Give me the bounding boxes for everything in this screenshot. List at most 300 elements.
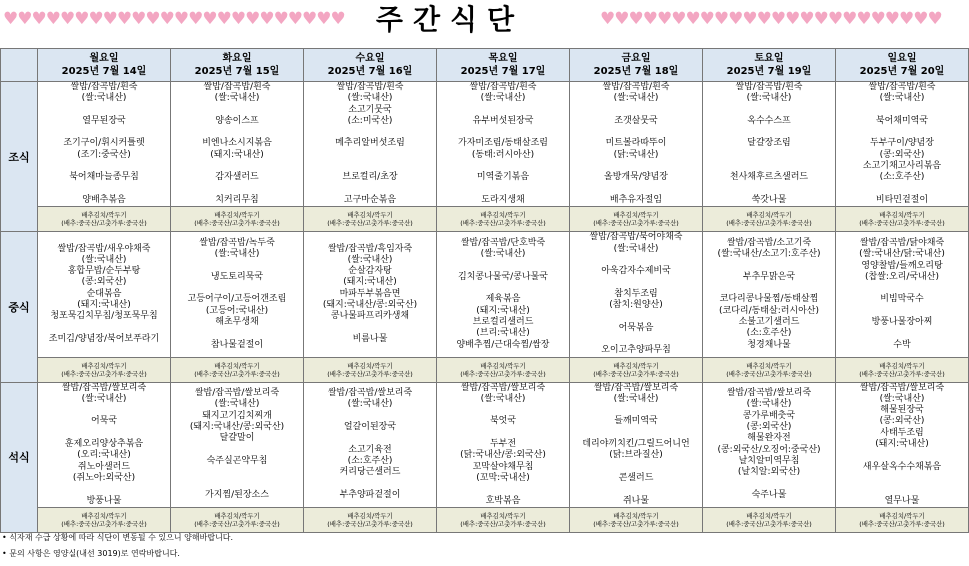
kimchi-text: (배추:중국산/고춧가루:중국산) <box>327 519 413 528</box>
menu-item: 수박 <box>893 339 911 350</box>
menu-item: 달걀말이 <box>219 433 255 444</box>
menu-item <box>570 334 702 345</box>
menu-item: (콩:외국산/오징어:중국산) <box>717 444 821 455</box>
meal-label: 중식 <box>1 232 38 382</box>
menu-item: 소고기육전 <box>348 444 392 455</box>
kimchi-text: (배추:중국산/고춧가루:중국산) <box>859 519 945 528</box>
kimchi-text: 배추김치/깍두기 <box>81 511 127 520</box>
menu-item: 도라지생채 <box>481 194 525 205</box>
menu-item <box>570 311 702 322</box>
menu-item: (쌀:국내산) <box>746 399 792 410</box>
kimchi-cell <box>304 207 437 232</box>
menu-item: 꼬막살야채무침 <box>472 461 534 472</box>
menu-item: 부추무맑은국 <box>742 271 796 282</box>
menu-item <box>304 433 436 444</box>
menu-item: (쌀:국내산) <box>214 93 260 104</box>
kimchi-cell <box>304 507 437 532</box>
menu-item: 양배추찜/근대숙찜/쌈장 <box>456 339 550 350</box>
menu-item <box>38 405 170 416</box>
menu-item <box>703 105 835 116</box>
menu-item <box>304 411 436 422</box>
menu-cell <box>304 232 437 357</box>
menu-item: 쌀밥/잡곡밥/쌀보리죽 <box>460 382 546 393</box>
kimchi-text: 배추김치/깍두기 <box>879 361 925 370</box>
kimchi-text: 배추김치/깍두기 <box>613 211 659 220</box>
menu-item: 브로컬리샐러드 <box>472 316 534 327</box>
kimchi-cell <box>703 207 836 232</box>
menu-item: 훈제오리양상추볶음 <box>64 439 144 450</box>
meal-label: 조식 <box>1 82 38 232</box>
menu-item: 제육볶음 <box>485 294 521 305</box>
menu-item: 쑥갓나물 <box>751 194 787 205</box>
kimchi-row <box>1 207 969 232</box>
menu-item: 쌀밥/잡곡밥/쌀보리죽 <box>859 382 945 393</box>
menu-item <box>38 484 170 495</box>
kimchi-text: (배추:중국산/고춧가루:중국산) <box>593 219 679 228</box>
kimchi-cell <box>38 507 171 532</box>
kimchi-text: (배추:중국산/고춧가루:중국산) <box>859 369 945 378</box>
menu-item: 비타민겉절이 <box>875 194 929 205</box>
menu-item: (쌀:국내산) <box>480 393 526 404</box>
menu-item: (콩:외국산) <box>879 416 925 427</box>
menu-item: 쌀밥/잡곡밥/흰죽 <box>469 82 537 92</box>
menu-item: 날치알미역무침 <box>738 455 800 466</box>
kimchi-cell <box>171 357 304 382</box>
menu-item <box>38 428 170 439</box>
menu-item: 홍합무밥/순두부탕 <box>67 266 141 277</box>
menu-item: (쌀:국내산) <box>480 93 526 104</box>
menu-item: 쌀밥/잡곡밥/쌀보리죽 <box>327 388 413 399</box>
kimchi-text: 배추김치/깍두기 <box>746 511 792 520</box>
menu-cell <box>570 382 703 507</box>
menu-item: 달걀장조림 <box>747 138 791 149</box>
menu-item: (쌀:국내산) <box>879 93 925 104</box>
menu-item: 쌀밥/잡곡밥/쌀보리죽 <box>194 388 280 399</box>
menu-item: 콘샐러드 <box>618 472 654 483</box>
menu-item <box>570 484 702 495</box>
kimchi-cell <box>437 357 570 382</box>
menu-cell <box>171 82 304 207</box>
menu-cell <box>570 82 703 207</box>
menu-item: 북엇국 <box>489 416 517 427</box>
menu-item: 쌀밥/잡곡밥/쌀보리죽 <box>726 388 812 399</box>
menu-item: 김치콩나물국/콩나물국 <box>458 271 548 282</box>
kimchi-text: 배추김치/깍두기 <box>613 361 659 370</box>
menu-item: 쌀밥/잡곡밥/흰죽 <box>868 82 936 92</box>
menu-item: (소:호주산) <box>746 328 792 339</box>
menu-cell <box>836 382 969 507</box>
meal-row <box>1 382 969 507</box>
menu-item <box>171 479 303 490</box>
menu-item: 옥수수스프 <box>747 115 791 126</box>
menu-item: 호박볶음 <box>485 495 521 506</box>
menu-item: 쌀밥/잡곡밥/새우야채죽 <box>57 243 151 254</box>
menu-item: (브리:국내산) <box>476 328 530 339</box>
kimchi-text: (배추:중국산/고춧가루:중국산) <box>593 519 679 528</box>
page-title: 주간식단 <box>375 3 525 36</box>
menu-item: 순대볶음 <box>86 288 122 299</box>
kimchi-text: 배추김치/깍두기 <box>214 211 260 220</box>
menu-item: (쌀:국내산) <box>347 399 393 410</box>
kimchi-text: (배추:중국산/고춧가루:중국산) <box>460 219 546 228</box>
menu-item: 쌀밥/잡곡밥/흰죽 <box>336 82 404 92</box>
menu-item <box>570 255 702 266</box>
menu-item <box>703 161 835 172</box>
menu-item: (동태:러시아산) <box>471 149 535 160</box>
menu-item: 쌀밥/잡곡밥/흰죽 <box>203 82 271 92</box>
menu-item: (조기:중국산) <box>77 149 131 160</box>
menu-item: (코다리/동태살:러시아산) <box>718 305 820 316</box>
menu-item <box>570 127 702 138</box>
menu-item: 소고기채고사리볶음 <box>862 161 942 172</box>
menu-item: (콩:외국산) <box>81 277 127 288</box>
kimchi-cell <box>437 507 570 532</box>
menu-cell <box>38 232 171 357</box>
menu-cell <box>38 82 171 207</box>
menu-cell <box>171 232 304 357</box>
menu-item: 얼갈이된장국 <box>343 422 397 433</box>
menu-item <box>171 467 303 478</box>
menu-item <box>304 161 436 172</box>
menu-item: (쌀:국내산) <box>347 254 393 265</box>
menu-item: (콩:외국산) <box>879 149 925 160</box>
menu-item <box>304 150 436 161</box>
kimchi-text: (배추:중국산/고춧가루:중국산) <box>726 519 812 528</box>
menu-item <box>171 184 303 195</box>
menu-item: (찹쌀:오리/국내산) <box>865 271 939 282</box>
menu-item: 비빔막국수 <box>880 294 924 305</box>
menu-cell <box>437 382 570 507</box>
menu-item: 새우살옥수수채볶음 <box>862 461 942 472</box>
menu-cell <box>437 232 570 357</box>
menu-item: 방풍나물장아찌 <box>871 316 933 327</box>
menu-item: (쌀:국내산/소고기:호주산) <box>717 249 821 260</box>
menu-item: (날치알:외국산) <box>737 467 801 478</box>
menu-item <box>570 161 702 172</box>
menu-item: 열무나물 <box>884 495 920 506</box>
kimchi-cell <box>570 357 703 382</box>
kimchi-cell <box>171 507 304 532</box>
menu-item: 데리야끼치킨/그릴드어니언 <box>582 439 690 450</box>
kimchi-text: 배추김치/깍두기 <box>214 361 260 370</box>
menu-item: (고등어:국내산) <box>205 305 269 316</box>
menu-item: 영양찰밥/들깨오리탕 <box>861 260 943 271</box>
kimchi-cell <box>570 207 703 232</box>
menu-item <box>836 328 968 339</box>
menu-item <box>437 127 569 138</box>
menu-item <box>38 323 170 334</box>
kimchi-text: 배추김치/깍두기 <box>480 511 526 520</box>
menu-item: 참치두조림 <box>614 288 658 299</box>
kimchi-text: 배추김치/깍두기 <box>347 211 393 220</box>
corner-cell <box>1 49 38 82</box>
kimchi-text: 배추김치/깍두기 <box>879 211 925 220</box>
menu-item: 쌀밥/잡곡밥/단호박죽 <box>460 237 546 248</box>
menu-item: 배추유자절임 <box>609 194 663 205</box>
menu-item: 방풍나물 <box>86 495 122 506</box>
menu-item: (쌀:국내산) <box>81 393 127 404</box>
kimchi-text: 배추김치/깍두기 <box>746 211 792 220</box>
day-header: 목요일 2025년 7월 17일 <box>437 49 570 82</box>
menu-item: (돼지:국내산/콩:외국산) <box>322 300 418 311</box>
kimchi-text: 배추김치/깍두기 <box>81 361 127 370</box>
menu-item <box>570 405 702 416</box>
menu-item: (쌀:국내산) <box>81 93 127 104</box>
menu-item: 가지찜/된장소스 <box>205 489 269 500</box>
menu-item <box>437 184 569 195</box>
menu-item <box>570 462 702 473</box>
menu-item: (돼지:국내산) <box>343 277 397 288</box>
menu-item: (쌀:국내산) <box>746 93 792 104</box>
menu-item: 메추리알버섯조림 <box>335 138 405 149</box>
menu-item: 쥐나물 <box>622 495 650 506</box>
kimchi-cell <box>836 207 969 232</box>
menu-item: 천사채후르츠샐러드 <box>729 172 809 183</box>
kimchi-row <box>1 507 969 532</box>
menu-item: (돼지:국내산/콩:외국산) <box>189 422 285 433</box>
menu-item <box>703 127 835 138</box>
menu-item <box>836 127 968 138</box>
kimchi-text: (배추:중국산/고춧가루:중국산) <box>859 219 945 228</box>
menu-item: 미역줄기볶음 <box>476 172 530 183</box>
menu-cell <box>836 82 969 207</box>
kimchi-cell <box>304 357 437 382</box>
menu-cell <box>38 382 171 507</box>
menu-item: 숙주나물 <box>751 489 787 500</box>
menu-item <box>171 161 303 172</box>
menu-cell <box>703 382 836 507</box>
day-header-row <box>1 49 969 82</box>
menu-item: (쌀:국내산) <box>879 393 925 404</box>
menu-cell <box>570 232 703 357</box>
menu-item: 비엔나소시지볶음 <box>202 138 272 149</box>
meal-label: 석식 <box>1 382 38 532</box>
menu-item: (소:호주산) <box>347 455 393 466</box>
menu-item: 유부버섯된장국 <box>472 115 534 126</box>
menu-item: 쌀밥/잡곡밥/소고기죽 <box>726 237 812 248</box>
menu-item: 쌀밥/잡곡밥/북어야채죽 <box>589 232 683 243</box>
kimchi-text: (배추:중국산/고춧가루:중국산) <box>327 369 413 378</box>
menu-item <box>38 105 170 116</box>
menu-item: 쌀밥/잡곡밥/흑임자죽 <box>327 243 413 254</box>
menu-item: (쌀:국내산) <box>214 249 260 260</box>
menu-item <box>304 323 436 334</box>
menu-item <box>570 428 702 439</box>
menu-item <box>437 261 569 272</box>
menu-item: 콩가루배춧국 <box>742 410 796 421</box>
menu-item: 어묵국 <box>90 416 118 427</box>
menu-item: 소불고기샐러드 <box>738 316 800 327</box>
menu-item: (소:미국산) <box>347 115 393 126</box>
hearts-decoration-left: ♥♥♥♥♥♥♥♥♥♥♥♥♥♥♥♥♥♥♥♥♥♥♥♥ <box>3 9 345 29</box>
kimchi-cell <box>171 207 304 232</box>
meal-row <box>1 82 969 207</box>
kimchi-cell <box>836 507 969 532</box>
menu-item <box>836 283 968 294</box>
menu-item <box>171 445 303 456</box>
kimchi-text: (배추:중국산/고춧가루:중국산) <box>61 219 147 228</box>
menu-item: 돼지고기김치찌개 <box>202 410 272 421</box>
menu-item: 북어채마늘종무침 <box>69 172 139 183</box>
menu-item <box>171 105 303 116</box>
menu-item: (닭:브라질산) <box>609 450 663 461</box>
menu-item: 해초무생채 <box>215 316 259 327</box>
menu-item: (쥐노아:외국산) <box>72 472 136 483</box>
menu-item: (쌀:국내산) <box>613 393 659 404</box>
menu-item: (참치:원양산) <box>609 300 663 311</box>
menu-item: 쌀밥/잡곡밥/닭야채죽 <box>859 237 945 248</box>
menu-item: (쌀:국내산) <box>613 243 659 254</box>
menu-item: 쌀밥/잡곡밥/녹두죽 <box>199 237 275 248</box>
kimchi-text: (배추:중국산/고춧가루:중국산) <box>194 219 280 228</box>
menu-item <box>703 479 835 490</box>
menu-item: (소:호주산) <box>879 172 925 183</box>
menu-item <box>570 277 702 288</box>
menu-item: (돼지:국내산) <box>476 305 530 316</box>
kimchi-cell <box>38 207 171 232</box>
menu-item: 고구마순볶음 <box>343 194 397 205</box>
menu-item <box>437 484 569 495</box>
menu-item <box>836 484 968 495</box>
menu-item <box>171 261 303 272</box>
menu-item <box>703 283 835 294</box>
menu-item: (돼지:국내산) <box>77 300 131 311</box>
kimchi-cell <box>703 507 836 532</box>
kimchi-text: 배추김치/깍두기 <box>879 511 925 520</box>
day-header: 금요일 2025년 7월 18일 <box>570 49 703 82</box>
kimchi-text: 배추김치/깍두기 <box>746 361 792 370</box>
kimchi-cell <box>437 207 570 232</box>
menu-item: 양송이스프 <box>215 115 259 126</box>
menu-item <box>836 473 968 484</box>
kimchi-text: (배추:중국산/고춧가루:중국산) <box>460 369 546 378</box>
kimchi-text: (배추:중국산/고춧가루:중국산) <box>726 219 812 228</box>
menu-item: 소고기뭇국 <box>348 104 392 115</box>
kimchi-text: 배추김치/깍두기 <box>480 361 526 370</box>
weekly-menu-table <box>0 48 969 533</box>
menu-item <box>437 283 569 294</box>
menu-item <box>437 428 569 439</box>
menu-item: (닭:국내산) <box>613 149 659 160</box>
menu-item <box>836 184 968 195</box>
menu-item <box>38 184 170 195</box>
menu-item <box>171 328 303 339</box>
menu-item <box>38 127 170 138</box>
menu-item: 코다리콩나물찜/동태살찜 <box>719 294 819 305</box>
kimchi-text: (배추:중국산/고춧가루:중국산) <box>460 519 546 528</box>
kimchi-cell <box>703 357 836 382</box>
menu-item: 조미김/양념장/북어보푸라기 <box>48 333 160 344</box>
menu-item: 두부전 <box>489 439 517 450</box>
menu-item <box>171 283 303 294</box>
menu-item: 고등어구이/고등어갠조림 <box>187 294 287 305</box>
menu-item: 오이고추양파무침 <box>601 345 671 356</box>
menu-item: 참나물겉절이 <box>210 339 264 350</box>
menu-item <box>437 161 569 172</box>
kimchi-row <box>1 357 969 382</box>
menu-item <box>570 184 702 195</box>
menu-item <box>570 105 702 116</box>
menu-item: 쌀밥/잡곡밥/흰죽 <box>70 82 138 92</box>
menu-item <box>703 184 835 195</box>
menu-item: 커리당근샐러드 <box>339 467 401 478</box>
day-header: 일요일 2025년 7월 20일 <box>836 49 969 82</box>
menu-item <box>836 105 968 116</box>
menu-item: 감자샐러드 <box>215 172 259 183</box>
menu-item <box>304 479 436 490</box>
menu-item: (오리:국내산) <box>77 450 131 461</box>
menu-item: 부추양파겉절이 <box>339 489 401 500</box>
menu-item: 사태두조림 <box>880 427 924 438</box>
menu-item: 쌀밥/잡곡밥/쌀보리죽 <box>61 382 147 393</box>
note-line: • 문의 사항은 영양실(내선 3019)로 연락바랍니다. <box>2 549 180 558</box>
menu-item: 쌀밥/잡곡밥/흰죽 <box>735 82 803 92</box>
menu-item: 미트볼라따뚜이 <box>605 138 667 149</box>
kimchi-text: 배추김치/깍두기 <box>81 211 127 220</box>
menu-item <box>703 150 835 161</box>
menu-item: (돼지:국내산) <box>875 439 929 450</box>
kimchi-cell <box>38 357 171 382</box>
menu-item <box>437 105 569 116</box>
kimchi-text: (배추:중국산/고춧가루:중국산) <box>327 219 413 228</box>
menu-item: 청포묵김치무침/청포묵무침 <box>50 311 158 322</box>
menu-item: 올방개묵/양념장 <box>604 172 668 183</box>
menu-item: (쌀:국내산) <box>613 93 659 104</box>
menu-item: (꼬막:국내산) <box>476 472 530 483</box>
kimchi-text: (배추:중국산/고춧가루:중국산) <box>194 519 280 528</box>
menu-item: 들깨미역국 <box>614 416 658 427</box>
day-header: 수요일 2025년 7월 16일 <box>304 49 437 82</box>
kimchi-text: (배추:중국산/고춧가루:중국산) <box>61 369 147 378</box>
menu-item <box>703 261 835 272</box>
menu-item: 해물된장국 <box>880 405 924 416</box>
menu-cell <box>703 82 836 207</box>
menu-cell <box>304 82 437 207</box>
meal-row <box>1 232 969 357</box>
menu-item: 브로컬리/초장 <box>342 172 398 183</box>
menu-item: 숙주실곤약무침 <box>206 455 268 466</box>
menu-item: 어묵볶음 <box>618 322 654 333</box>
menu-item: (쌀:국내산) <box>480 249 526 260</box>
menu-item: 쌀밥/잡곡밥/흰죽 <box>602 82 670 92</box>
kimchi-text: 배추김치/깍두기 <box>613 511 659 520</box>
menu-item: 해물완자전 <box>747 433 791 444</box>
day-header: 월요일 2025년 7월 14일 <box>38 49 171 82</box>
menu-item: 순살감자탕 <box>348 266 392 277</box>
menu-item: 청경채나물 <box>747 339 791 350</box>
menu-item: 비름나물 <box>352 333 388 344</box>
menu-item: (돼지:국내산) <box>210 149 264 160</box>
day-header: 토요일 2025년 7월 19일 <box>703 49 836 82</box>
kimchi-text: (배추:중국산/고춧가루:중국산) <box>61 519 147 528</box>
menu-item: 조기구이/휘시커틀렛 <box>63 138 145 149</box>
menu-item: 쌀밥/잡곡밥/쌀보리죽 <box>593 382 679 393</box>
menu-item: 쥐노아샐러드 <box>77 461 131 472</box>
kimchi-text: (배추:중국산/고춧가루:중국산) <box>593 369 679 378</box>
menu-cell <box>703 232 836 357</box>
kimchi-text: (배추:중국산/고춧가루:중국산) <box>726 369 812 378</box>
menu-item: 가자미조림/동태살조림 <box>458 138 548 149</box>
menu-item: 양배추볶음 <box>82 194 126 205</box>
menu-cell <box>171 382 304 507</box>
menu-cell <box>836 232 969 357</box>
menu-item: (콩:외국산) <box>746 422 792 433</box>
menu-item <box>38 161 170 172</box>
menu-item: 냉도토리묵국 <box>210 271 264 282</box>
menu-item: 마파두부볶음면 <box>339 288 401 299</box>
note-line: • 식자재 수급 상황에 따라 식단이 변동될 수 있으니 양해바랍니다. <box>2 533 234 542</box>
menu-item <box>304 127 436 138</box>
